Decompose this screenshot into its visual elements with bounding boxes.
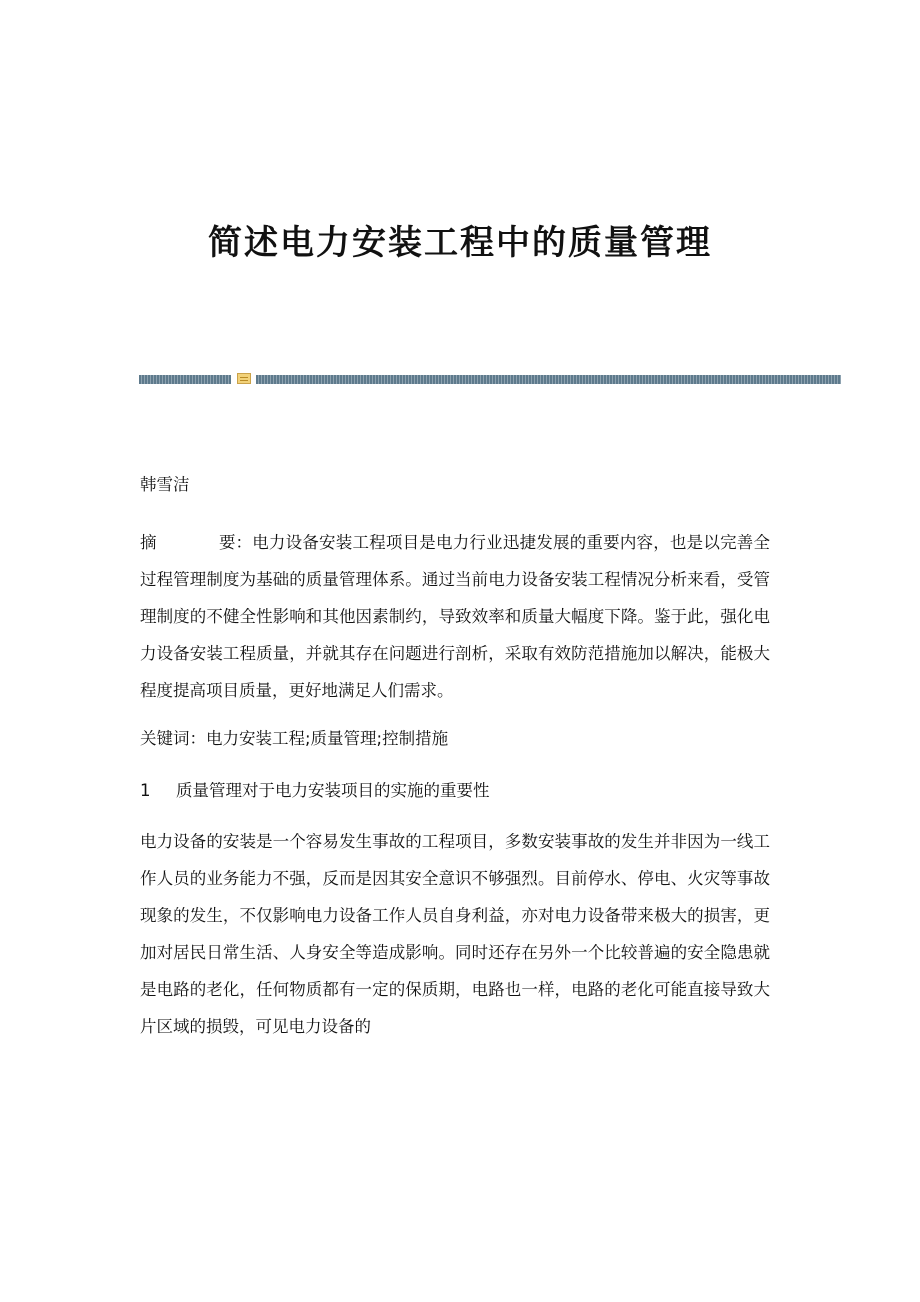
divider-left-segment (139, 375, 231, 384)
section-number: 1 (140, 781, 151, 800)
divider-right-segment (256, 375, 841, 384)
document-body (140, 470, 770, 1045)
author-name: 韩雪洁 (140, 475, 190, 494)
abstract-paragraph (140, 524, 770, 709)
abstract-text: 电力设备安装工程项目是电力行业迅捷发展的重要内容，也是以完善全过程管理制度为基础的质量管理体系。通过当前电力设备安装工程情况分析来看，受管理制度的不健全性影响和其他因素制约，导致效率和质量大幅度下降。鉴于此，强化电力设备安装工程质量，并就其存在问题进行剖析，采取有效防范措施加以解决，能极大程度提高项目质量，更好地满足人们需求。 (140, 533, 770, 700)
abstract-label (140, 524, 252, 561)
divider-ornament-icon (237, 373, 251, 384)
abstract-label-second: 要： (219, 533, 252, 552)
body-paragraph: 电力设备的安装是一个容易发生事故的工程项目，多数安装事故的发生并非因为一线工作人员的业务能力不强，反而是因其安全意识不够强烈。目前停水、停电、火灾等事故现象的发生，不仅影响电力设备工作人员自身利益，亦对电力设备带来极大的损害，更加对居民日常生活、人身安全等造成影响。同时还存在另外一个比较普遍的安全隐患就是电路的老化，任何物质都有一定的保质期，电路也一样，电路的老化可能直接导致大片区域的损毁，可见电力设备的 (140, 832, 770, 1036)
section-heading-text: 质量管理对于电力安装项目的实施的重要性 (176, 781, 490, 800)
keywords-line: 关键词：电力安装工程;质量管理;控制措施 (140, 729, 449, 748)
abstract-label-first: 摘 (140, 533, 157, 552)
document-title: 简述电力安装工程中的质量管理 (208, 223, 712, 263)
section-heading (140, 775, 770, 807)
